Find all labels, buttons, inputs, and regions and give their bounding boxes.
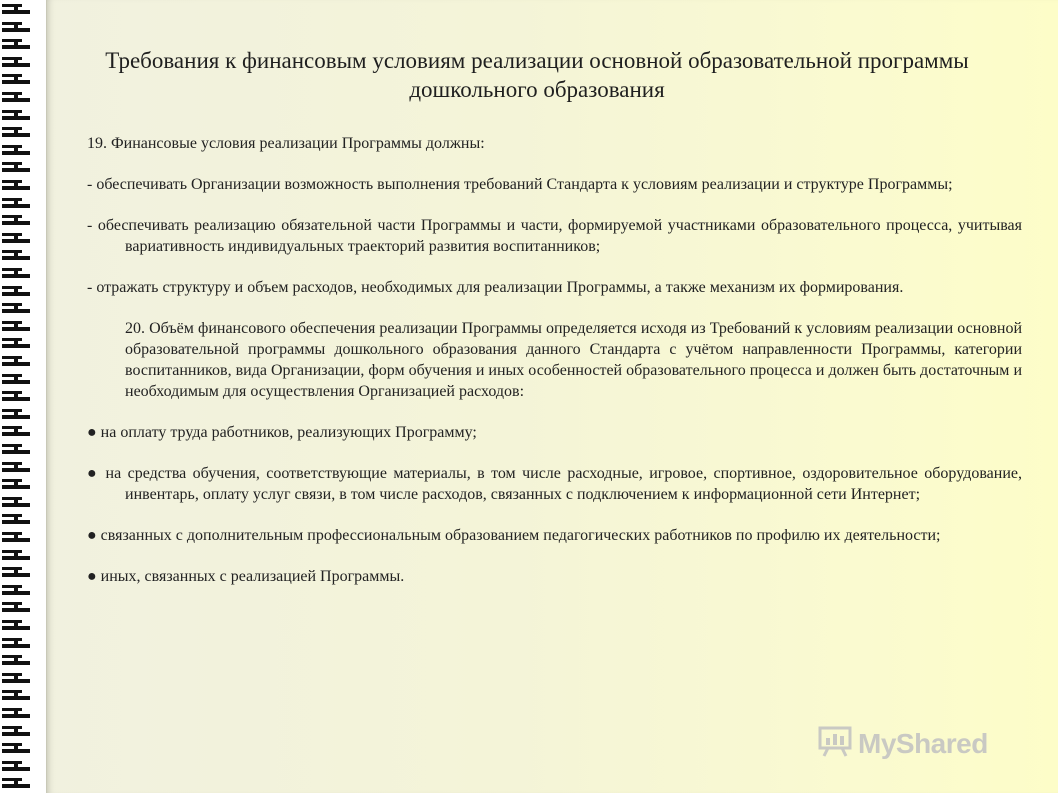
binding-ring bbox=[2, 145, 32, 156]
binding-ring bbox=[2, 162, 32, 173]
requirement-text: обеспечивать реализацию обязательной части Программы и части, формируемой участниками образовательного процесса, учитывая вариативность индивидуальных траекторий развития воспитанников; bbox=[97, 217, 1023, 255]
binding-ring bbox=[2, 673, 32, 684]
binding-ring bbox=[2, 286, 32, 297]
binding-ring bbox=[2, 638, 32, 649]
dash-marker: - bbox=[87, 176, 93, 193]
bullet-marker: ● bbox=[87, 424, 97, 441]
binding-ring bbox=[2, 409, 32, 420]
expense-text: связанных с дополнительным профессиональным образованием педагогических работников по профилю их деятельности; bbox=[100, 527, 941, 544]
spiral-binding bbox=[0, 0, 38, 793]
binding-ring bbox=[2, 374, 32, 385]
binding-ring bbox=[2, 497, 32, 508]
binding-ring bbox=[2, 690, 32, 701]
binding-ring bbox=[2, 743, 32, 754]
requirement-item bbox=[87, 277, 1022, 298]
binding-ring bbox=[2, 356, 32, 367]
binding-ring bbox=[2, 761, 32, 772]
binding-ring bbox=[2, 215, 32, 226]
slide-title: Требования к финансовым условиям реализации основной образовательной программы дошкольного образования bbox=[105, 48, 969, 102]
mysahred-watermark bbox=[818, 724, 988, 764]
requirement-text: обеспечивать Организации возможность выполнения требований Стандарта к условиям реализации и структуре Программы; bbox=[96, 176, 953, 193]
binding-ring bbox=[2, 303, 32, 314]
bullet-marker: ● bbox=[87, 465, 100, 482]
intro-paragraph bbox=[87, 133, 1022, 154]
binding-ring bbox=[2, 514, 32, 525]
slide-body bbox=[87, 133, 1022, 587]
expense-item bbox=[87, 422, 1022, 443]
binding-ring bbox=[2, 726, 32, 737]
binding-ring bbox=[2, 585, 32, 596]
binding-ring bbox=[2, 778, 32, 789]
binding-ring bbox=[2, 426, 32, 437]
expense-item bbox=[87, 566, 1022, 587]
binding-ring bbox=[2, 57, 32, 68]
binding-ring bbox=[2, 532, 32, 543]
funding-paragraph bbox=[87, 318, 1022, 402]
binding-ring bbox=[2, 233, 32, 244]
binding-ring bbox=[2, 567, 32, 578]
binding-ring bbox=[2, 655, 32, 666]
binding-ring bbox=[2, 338, 32, 349]
binding-ring bbox=[2, 4, 32, 15]
binding-ring bbox=[2, 620, 32, 631]
binding-ring bbox=[2, 602, 32, 613]
dash-marker: - bbox=[87, 217, 93, 234]
bullet-marker: ● bbox=[87, 527, 97, 544]
requirement-item bbox=[87, 215, 1022, 257]
binding-ring bbox=[2, 550, 32, 561]
binding-ring bbox=[2, 39, 32, 50]
binding-ring bbox=[2, 110, 32, 121]
requirement-item bbox=[87, 174, 1022, 195]
dash-marker: - bbox=[87, 279, 93, 296]
binding-ring bbox=[2, 391, 32, 402]
expense-text: на оплату труда работников, реализующих Программу; bbox=[100, 424, 477, 441]
expense-item bbox=[87, 463, 1022, 505]
binding-ring bbox=[2, 250, 32, 261]
binding-ring bbox=[2, 462, 32, 473]
binding-ring bbox=[2, 479, 32, 490]
binding-ring bbox=[2, 708, 32, 719]
funding-text: 20. Объём финансового обеспечения реализации Программы определяется исходя из Требований к условиям реализации основной образовательной программы дошкольного образования данного Стандарта с учётом направленности Программы, категории воспитанников, вида Организации, форм обучения и иных особенностей образовательного процесса и должен быть достаточным и необходимым для осуществления Организацией расходов: bbox=[125, 320, 1022, 400]
expense-text: иных, связанных с реализацией Программы. bbox=[100, 568, 405, 585]
binding-ring bbox=[2, 127, 32, 138]
binding-ring bbox=[2, 321, 32, 332]
bullet-marker: ● bbox=[87, 568, 97, 585]
intro-text: 19. Финансовые условия реализации Программы должны: bbox=[87, 135, 485, 152]
binding-ring bbox=[2, 198, 32, 209]
binding-ring bbox=[2, 180, 32, 191]
binding-ring bbox=[2, 74, 32, 85]
binding-ring bbox=[2, 444, 32, 455]
expense-item bbox=[87, 525, 1022, 546]
expense-text: на средства обучения, соответствующие материалы, в том числе расходные, игровое, спортивное, оздоровительное оборудование, инвентарь, оплату услуг связи, в том числе расходов, связанных с подключением к информационной сети Интернет; bbox=[105, 465, 1023, 503]
requirement-text: отражать структуру и объем расходов, необходимых для реализации Программы, а также механизм их формирования. bbox=[96, 279, 904, 296]
watermark-text: MyShared bbox=[858, 728, 988, 759]
presentation-board-icon bbox=[818, 724, 852, 765]
binding-ring bbox=[2, 268, 32, 279]
binding-ring bbox=[2, 92, 32, 103]
slide-page bbox=[46, 0, 1058, 793]
binding-ring bbox=[2, 22, 32, 33]
